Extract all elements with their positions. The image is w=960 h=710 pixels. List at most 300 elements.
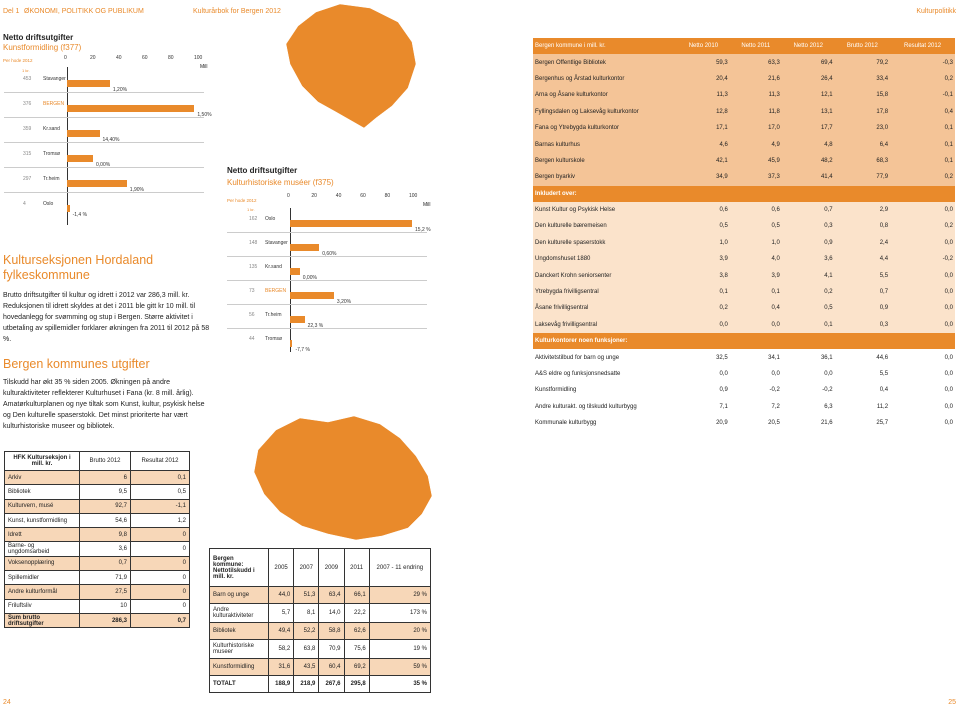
chart2-unit: Mill (423, 202, 431, 208)
rt-cell-value: 36,1 (782, 349, 835, 365)
chart2-small-head: 1 kr. (247, 207, 255, 212)
chart1-row-headcount: 297 (23, 175, 32, 182)
bk-cell-value: 63,4 (319, 587, 344, 604)
section1-body: Brutto driftsutgifter til kultur og idrett i 2012 var 286,3 mill. kr. Reduksjonen til idrett skyldes at det i 2011 ble gitt kr 10 mill. til hovedanlegg for svømming og stup i Bergen. Større aktivitet i utbetaling av spillemidler forklarer økningen fra 2011 til 2012 på 58 %. (3, 292, 210, 343)
rt-cell-name: Arna og Åsane kulturkontor (533, 87, 677, 103)
rt-row (533, 382, 955, 398)
rt-cell-value (890, 186, 955, 202)
hfk-cell-value: 1,2 (130, 513, 189, 527)
rt-cell-value: 41,4 (782, 169, 835, 185)
rt-cell-value: 11,3 (730, 87, 782, 103)
bk-cell-name: Barn og unge (210, 587, 269, 604)
bergen-budget-table (533, 38, 955, 431)
chart2-row-separator (227, 328, 427, 329)
hfk-row (5, 528, 190, 542)
rt-cell-value: -0,2 (890, 251, 955, 267)
rt-cell-value: 20,5 (730, 415, 782, 431)
bk-cell-value: 5,7 (269, 604, 294, 623)
rt-row (533, 349, 955, 365)
bk-cell-value: 29 % (369, 587, 430, 604)
page-number-left: 24 (3, 699, 11, 706)
rt-cell-value: 0,2 (782, 284, 835, 300)
rt-cell-name: Aktivitetstilbud for barn og unge (533, 349, 677, 365)
hfk-cell-name: Andre kulturformål (5, 585, 80, 599)
rt-cell-value: 17,0 (730, 120, 782, 136)
rt-cell-name: Ytrebygda frivilligsentral (533, 284, 677, 300)
rt-cell-value: 3,9 (730, 267, 782, 283)
rt-cell-value: 32,5 (677, 349, 730, 365)
rt-cell-value: 25,7 (835, 415, 890, 431)
hfk-row (5, 585, 190, 599)
rt-row (533, 87, 955, 103)
chart1-unit: Mill (200, 64, 208, 70)
rt-cell-value: 20,9 (677, 415, 730, 431)
rt-cell-value: 6,3 (782, 399, 835, 415)
rt-cell-value: 0,5 (677, 218, 730, 234)
bk-cell-name: TOTALT (210, 676, 269, 693)
chart2-tick: 0 (287, 193, 290, 199)
bk-cell-value: 59 % (369, 659, 430, 676)
chart2-bar (290, 220, 412, 227)
hfk-cell-value: 0 (130, 528, 189, 542)
map-illustration-bottom (248, 410, 438, 542)
rt-cell-value: 0,2 (890, 169, 955, 185)
rt-cell-value: 33,4 (835, 71, 890, 87)
hfk-row (5, 542, 190, 556)
chart1-row-city: Tromsø (43, 150, 61, 157)
page-number-right: 25 (948, 699, 956, 706)
hfk-cell-value: 6 (80, 471, 131, 485)
chart1-row-city: Kr.sand (43, 125, 60, 132)
rt-row (533, 71, 955, 87)
rt-cell-value (782, 186, 835, 202)
rt-cell-value: 0,0 (890, 382, 955, 398)
bk-cell-name: Kunstformidling (210, 659, 269, 676)
rt-cell-name: Bergen kulturskole (533, 153, 677, 169)
rt-cell-value: 17,8 (835, 104, 890, 120)
rt-cell-value: 20,4 (677, 71, 730, 87)
rt-cell-value: 0,3 (835, 317, 890, 333)
rt-cell-value (730, 333, 782, 349)
rt-cell-value: 42,1 (677, 153, 730, 169)
bk-cell-value: 173 % (369, 604, 430, 623)
rt-cell-value (730, 186, 782, 202)
bk-cell-value: 49,4 (269, 623, 294, 640)
chart2-tick: 20 (311, 193, 317, 199)
hfk-row (5, 485, 190, 499)
hfk-cell-value: 9,8 (80, 528, 131, 542)
rt-cell-value: 68,3 (835, 153, 890, 169)
rt-cell-value (835, 186, 890, 202)
rt-row (533, 202, 955, 218)
rt-cell-value: 1,0 (730, 235, 782, 251)
hfk-cell-name: Kulturvern, musé (5, 499, 80, 513)
rt-cell-value: 0,3 (782, 218, 835, 234)
rt-cell-value: 77,9 (835, 169, 890, 185)
bk-cell-value: 35 % (369, 676, 430, 693)
chart2-tick: 40 (335, 193, 342, 199)
rt-cell-value: 0,1 (890, 120, 955, 136)
hfk-cell-name: Kunst, kunstformidling (5, 513, 80, 527)
hfk-cell-value: 3,6 (80, 542, 131, 556)
bk-row (210, 587, 431, 604)
section1-heading: Kulturseksjonen Hordaland fylkeskommune (3, 253, 154, 282)
rt-cell-name: Fana og Ytrebygda kulturkontor (533, 120, 677, 136)
hfk-cell-value: 10 (80, 599, 131, 613)
chart2-row-headcount: 162 (249, 216, 258, 223)
rt-cell-name: Laksevåg frivilligsentral (533, 317, 677, 333)
rt-cell-name: Inkludert over: (533, 186, 677, 202)
chart1-row-pct: -1,4 % (72, 211, 88, 218)
rt-cell-value: 4,6 (677, 136, 730, 152)
bk-cell-value: 58,8 (319, 623, 344, 640)
rt-cell-value: 0,7 (835, 284, 890, 300)
rt-cell-value: 12,1 (782, 87, 835, 103)
bk-cell-value: 267,6 (319, 676, 344, 693)
chart1-row-headcount: 315 (23, 150, 32, 157)
rt-cell-name: Kunst Kultur og Psykisk Helse (533, 202, 677, 218)
section2-heading: Bergen kommunes utgifter (3, 357, 150, 371)
rt-cell-value: 5,5 (835, 267, 890, 283)
hfk-row (5, 471, 190, 485)
chart1-row-city: Tr.heim (43, 175, 60, 182)
section2-body: Tilskudd har økt 35 % siden 2005. Økningen på andre kulturaktiviteter reflekterer Kulturhuset i Fana (kr. 8 mill. årlig). Amatørkulturplanen og nye tiltak som Kunst, kultur, psykisk helse og Den kulturelle spaserstokk. Det minst prioriterte har vært kulturhistoriske museer og bibliotek. (3, 379, 205, 430)
chart2-row-pct: -7,7 % (295, 347, 310, 354)
rt-cell-name: Den kulturelle spaserstokk (533, 235, 677, 251)
hfk-cell-value: 71,9 (80, 571, 131, 585)
chart1-subtitle: Kunstformidling (f377) (3, 43, 82, 52)
rt-row (533, 153, 955, 169)
chart1-tick: 40 (116, 55, 122, 61)
rt-cell-value: 0,1 (890, 153, 955, 169)
bk-cell-value: 14,0 (319, 604, 344, 623)
rt-cell-value: 44,6 (835, 349, 890, 365)
bk-row (210, 604, 431, 623)
rt-cell-name: Barnas kulturhus (533, 136, 677, 152)
rt-cell-value: 4,0 (730, 251, 782, 267)
rt-row (533, 218, 955, 234)
rt-row (533, 136, 955, 152)
rt-cell-value: 2,4 (835, 235, 890, 251)
chart2-bar (290, 340, 292, 347)
rt-cell-value: 0,0 (890, 202, 955, 218)
chart1-tick: 0 (64, 55, 67, 61)
chart1-row-pct: 0,00% (96, 161, 111, 168)
rt-cell-value: 0,4 (730, 300, 782, 316)
rt-cell-value: 1,0 (677, 235, 730, 251)
bk-cell-name: Andre kulturaktiviteter (210, 604, 269, 623)
rt-cell-value: -0,2 (730, 382, 782, 398)
rt-cell-value: -0,2 (782, 382, 835, 398)
chart2-row-city: Stavanger (265, 240, 288, 247)
chart2-row-separator (227, 256, 427, 257)
rt-cell-value: 0,0 (890, 300, 955, 316)
rt-cell-name: Den kulturelle bæremeisen (533, 218, 677, 234)
rt-cell-value: 7,2 (730, 399, 782, 415)
hfk-cell-value: 286,3 (80, 613, 131, 627)
bk-cell-value: 62,6 (344, 623, 369, 640)
rt-cell-value: 0,0 (730, 366, 782, 382)
hfk-cell-value: 9,5 (80, 485, 131, 499)
rt-header-netto2012: Netto 2012 (782, 38, 835, 54)
chart1-row-city: Stavanger (43, 75, 66, 82)
rt-cell-value (677, 186, 730, 202)
chart2-row-pct: 0,60% (322, 251, 337, 258)
chart1-row-headcount: 376 (23, 100, 32, 107)
hfk-row (5, 571, 190, 585)
rt-cell-value: 34,1 (730, 349, 782, 365)
rt-row (533, 399, 955, 415)
rt-cell-value: 59,3 (677, 54, 730, 70)
hfk-row (5, 556, 190, 570)
rt-header-resultat2012: Resultat 2012 (890, 38, 955, 54)
hfk-header-brutto: Brutto 2012 (80, 452, 131, 471)
bk-row (210, 640, 431, 659)
rt-cell-value: 0,0 (677, 317, 730, 333)
rt-cell-value: 11,8 (730, 104, 782, 120)
bk-cell-value: 51,3 (294, 587, 319, 604)
rt-cell-value: 48,2 (782, 153, 835, 169)
chart2-row-city: Oslo (265, 216, 276, 223)
hfk-cell-name: Bibliotek (5, 485, 80, 499)
chart2-row-headcount: 56 (249, 312, 255, 319)
rt-cell-value: 0,0 (890, 317, 955, 333)
hfk-row (5, 613, 190, 627)
rt-cell-name: Kulturkontorer noen funksjoner: (533, 333, 677, 349)
rt-cell-value: 17,7 (782, 120, 835, 136)
chart1-row-headcount: 4 (23, 200, 26, 207)
rt-cell-value: 3,8 (677, 267, 730, 283)
rt-cell-value: 0,1 (782, 317, 835, 333)
hfk-cell-value: 0 (130, 571, 189, 585)
rt-cell-name: Danckert Krohn seniorsenter (533, 267, 677, 283)
rt-row (533, 317, 955, 333)
header-title: ØKONOMI, POLITIKK OG PUBLIKUM (24, 8, 144, 15)
rt-row (533, 251, 955, 267)
bk-row (210, 659, 431, 676)
bk-cell-value: 66,1 (344, 587, 369, 604)
chart1-tick: 80 (168, 55, 174, 61)
chart1-row-pct: 14,40% (102, 136, 120, 143)
hfk-cell-name: Friluftsliv (5, 599, 80, 613)
bk-header-change: 2007 - 11 endring (369, 549, 430, 587)
rt-cell-value: 4,1 (782, 267, 835, 283)
chart2-row-headcount: 135 (249, 264, 258, 271)
bk-cell-value: 31,6 (269, 659, 294, 676)
chart1-row-city: BERGEN (43, 100, 65, 107)
rt-row (533, 366, 955, 382)
bk-cell-value: 70,9 (319, 640, 344, 659)
hfk-cell-name: Spillemidler (5, 571, 80, 585)
rt-cell-value: -0,3 (890, 54, 955, 70)
bk-header-2005: 2005 (269, 549, 294, 587)
hfk-cell-value: 54,6 (80, 513, 131, 527)
rt-cell-value: 0,9 (782, 235, 835, 251)
bk-cell-value: 188,9 (269, 676, 294, 693)
chart2-row-pct: 0,00% (302, 275, 317, 282)
bk-cell-value: 69,2 (344, 659, 369, 676)
bk-cell-value: 20 % (369, 623, 430, 640)
rt-row (533, 415, 955, 431)
hfk-cell-name: Arkiv (5, 471, 80, 485)
rt-row (533, 235, 955, 251)
rt-cell-value (890, 333, 955, 349)
hfk-cell-name: Barne- og ungdomsarbeid (5, 542, 80, 556)
chart2-title: Netto driftsutgifter (227, 166, 298, 175)
rt-cell-value: 21,6 (730, 71, 782, 87)
chart1-row-pct: 1,50% (197, 111, 212, 118)
chart1-tick: 20 (90, 55, 96, 61)
rt-cell-value: 0,0 (890, 267, 955, 283)
rt-row (533, 300, 955, 316)
chart2-tick: 60 (360, 193, 366, 199)
rt-cell-value: 11,3 (677, 87, 730, 103)
bk-cell-value: 60,4 (319, 659, 344, 676)
rt-cell-value: 0,9 (835, 300, 890, 316)
rt-cell-value: 0,5 (782, 300, 835, 316)
bk-row (210, 676, 431, 693)
rt-cell-value: 11,2 (835, 399, 890, 415)
rt-cell-value: 0,8 (835, 218, 890, 234)
rt-cell-value: 0,0 (890, 349, 955, 365)
rt-cell-value: 3,9 (677, 251, 730, 267)
chart1-per-label: Per hode 2012 (3, 58, 33, 63)
header-right: Kulturpolitikk (916, 8, 956, 15)
rt-row (533, 186, 955, 202)
chart1-row-city: Oslo (43, 200, 54, 207)
rt-cell-name: Ungdomshuset 1880 (533, 251, 677, 267)
bk-header-2011: 2011 (344, 549, 369, 587)
rt-cell-name: Kommunale kulturbygg (533, 415, 677, 431)
hfk-cell-name: Voksenopplæring (5, 556, 80, 570)
rt-cell-value: 0,0 (782, 366, 835, 382)
hfk-cell-value: 0,7 (80, 556, 131, 570)
chart2-row-headcount: 148 (249, 240, 258, 247)
rt-cell-value: 3,6 (782, 251, 835, 267)
rt-cell-value: -0,1 (890, 87, 955, 103)
bk-cell-value: 63,8 (294, 640, 319, 659)
chart2-subtitle: Kulturhistoriske muséer (f375) (227, 178, 334, 187)
rt-cell-name: Bergen Offentlige Bibliotek (533, 54, 677, 70)
rt-cell-name: Kunstformidling (533, 382, 677, 398)
bk-cell-name: Bibliotek (210, 623, 269, 640)
rt-cell-value: 7,1 (677, 399, 730, 415)
hfk-cell-value: 92,7 (80, 499, 131, 513)
rt-cell-value (782, 333, 835, 349)
rt-cell-value: 37,3 (730, 169, 782, 185)
chart2-per-label: Per hode 2012 (227, 198, 257, 203)
bk-cell-value: 19 % (369, 640, 430, 659)
hfk-cell-value: -1,1 (130, 499, 189, 513)
rt-cell-value: 23,0 (835, 120, 890, 136)
rt-cell-value: 0,1 (890, 136, 955, 152)
chart2-row-separator (227, 280, 427, 281)
rt-cell-value: 0,5 (730, 218, 782, 234)
rt-cell-value: 0,2 (890, 71, 955, 87)
rt-cell-value: 21,6 (782, 415, 835, 431)
chart2-row-separator (227, 304, 427, 305)
rt-cell-value: 4,8 (782, 136, 835, 152)
rt-cell-value: 0,1 (730, 284, 782, 300)
chart1-tick: 100 (194, 55, 203, 61)
bk-cell-value: 8,1 (294, 604, 319, 623)
rt-header-brutto2012: Brutto 2012 (835, 38, 890, 54)
rt-cell-value: 0,6 (677, 202, 730, 218)
hfk-cell-value: 0,5 (130, 485, 189, 499)
chart2-row-headcount: 73 (249, 288, 255, 295)
rt-row (533, 120, 955, 136)
chart1-row-pct: 1,90% (129, 186, 144, 193)
rt-cell-value: 0,1 (677, 284, 730, 300)
rt-cell-value: 63,3 (730, 54, 782, 70)
rt-cell-value: 0,0 (890, 399, 955, 415)
chart2-row-city: BERGEN (265, 288, 287, 295)
rt-cell-value: 0,4 (835, 382, 890, 398)
rt-cell-value: 4,9 (730, 136, 782, 152)
chart2-row-pct: 3,20% (336, 299, 352, 306)
rt-cell-value: 0,9 (677, 382, 730, 398)
rt-header-netto2010: Netto 2010 (677, 38, 730, 54)
chart2-tick: 80 (384, 193, 391, 199)
bk-cell-value: 52,2 (294, 623, 319, 640)
chart2-bar (290, 316, 305, 323)
chart1-title: Netto driftsutgifter (3, 33, 74, 42)
bk-cell-value: 295,8 (344, 676, 369, 693)
chart1-row-pct: 1,20% (112, 86, 128, 93)
rt-cell-value: 79,2 (835, 54, 890, 70)
chart2-row-city: Tromsø (265, 336, 283, 343)
hfk-row (5, 599, 190, 613)
rt-cell-value: 0,0 (890, 366, 955, 382)
header-part-label: Del 1 (3, 8, 20, 15)
hfk-cell-value: 0 (130, 585, 189, 599)
hfk-cell-name: Sum brutto driftsutgifter (5, 613, 80, 627)
bk-header-name: Bergen kommune: Nettotilskudd i mill. kr. (210, 549, 269, 587)
chart2-row-city: Kr.sand (265, 264, 282, 271)
rt-cell-name: Andre kulturakt. og tilskudd kulturbygg (533, 399, 677, 415)
rt-cell-value: 26,4 (782, 71, 835, 87)
bk-row (210, 623, 431, 640)
rt-cell-value: 0,0 (730, 317, 782, 333)
rt-cell-value: 0,2 (890, 218, 955, 234)
chart2-bar (290, 268, 300, 275)
chart2-row-headcount: 44 (249, 336, 255, 343)
rt-cell-value: 0,4 (890, 104, 955, 120)
chart2-row-separator (227, 232, 427, 233)
chart2-bar (290, 244, 319, 251)
chart2-bar (290, 292, 334, 299)
bk-cell-value: 58,2 (269, 640, 294, 659)
hfk-header-resultat: Resultat 2012 (130, 452, 189, 471)
rt-cell-value: 0,0 (677, 366, 730, 382)
chart2-tick: 100 (409, 193, 418, 199)
rt-row (533, 169, 955, 185)
chart1-tick: 60 (142, 55, 148, 61)
rt-cell-value: 5,5 (835, 366, 890, 382)
rt-row (533, 104, 955, 120)
rt-cell-value: 12,8 (677, 104, 730, 120)
rt-cell-value: 69,4 (782, 54, 835, 70)
rt-cell-value: 0,0 (890, 235, 955, 251)
rt-cell-value (835, 333, 890, 349)
rt-cell-value: 4,4 (835, 251, 890, 267)
rt-cell-value (677, 333, 730, 349)
rt-cell-value: 0,7 (782, 202, 835, 218)
rt-cell-value: 0,0 (890, 284, 955, 300)
rt-cell-value: 2,9 (835, 202, 890, 218)
rt-cell-value: 0,6 (730, 202, 782, 218)
rt-row (533, 333, 955, 349)
